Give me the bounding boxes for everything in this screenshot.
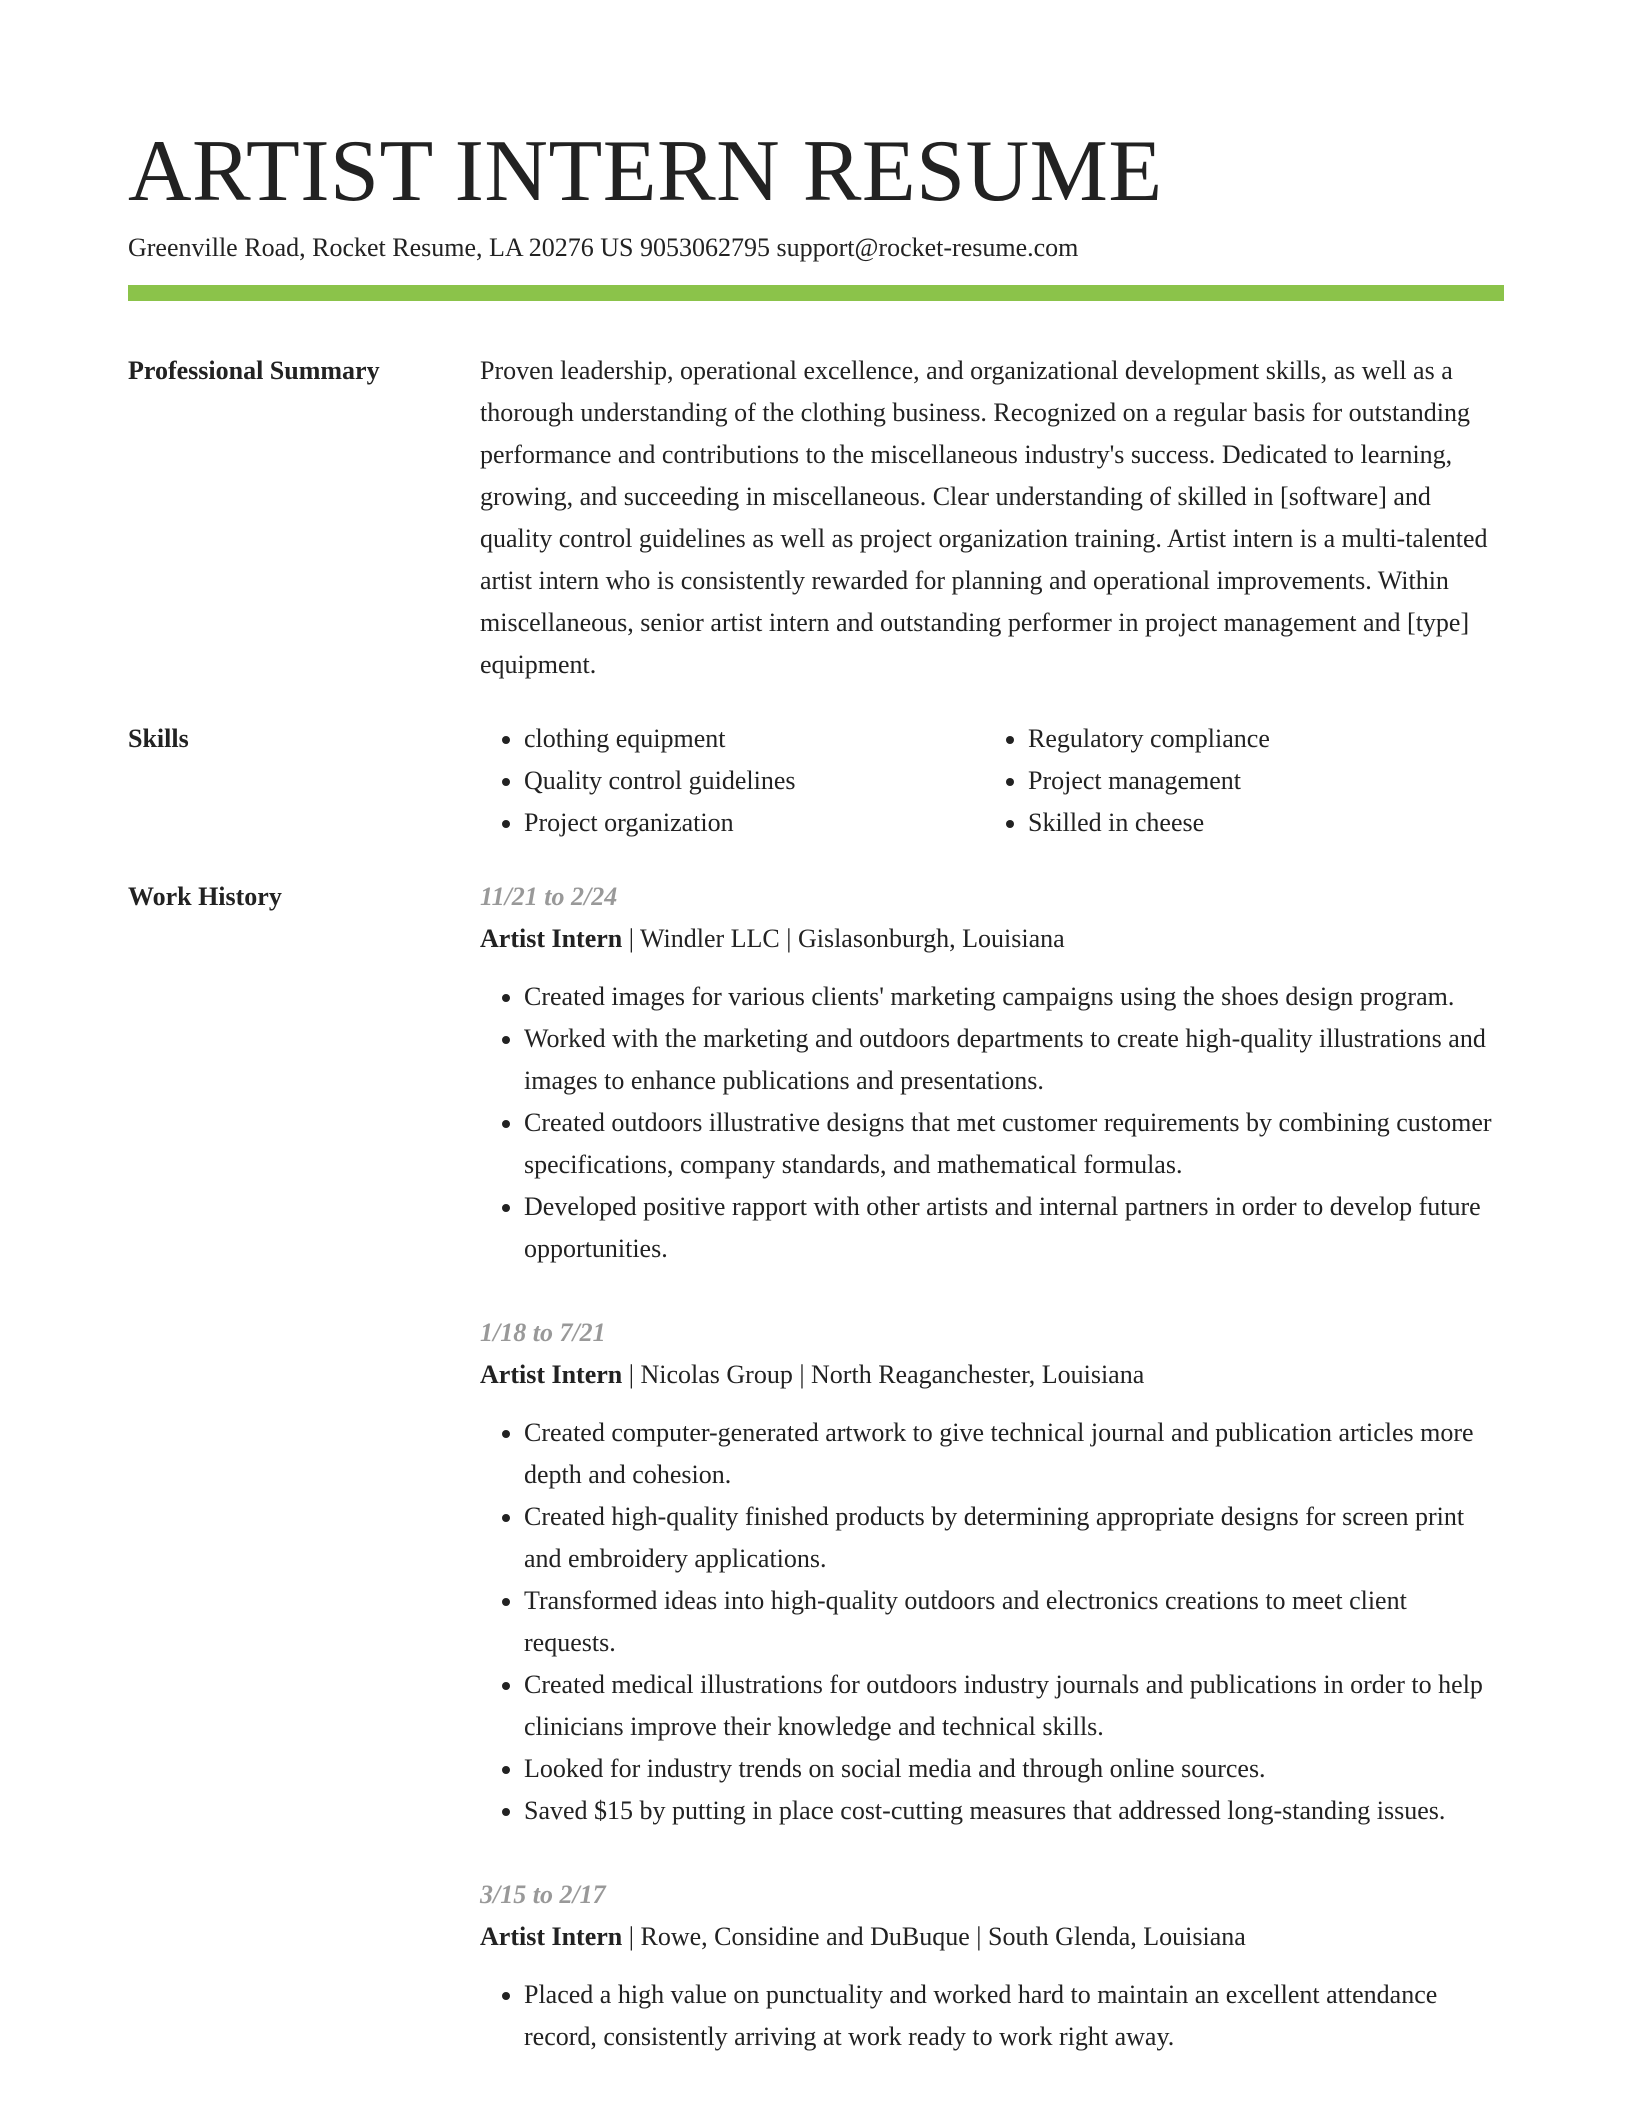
job-date: 3/15 to 2/17 xyxy=(480,1880,606,1909)
skill-item: • Regulatory compliance xyxy=(1028,718,1488,760)
job-details: | Nicolas Group | North Reaganchester, Louisiana xyxy=(622,1360,1145,1389)
job-bullet: • Created high-quality finished products by determining appropriate designs for screen print and embroidery applications. xyxy=(524,1496,1504,1580)
job-title: Artist Intern xyxy=(480,1360,623,1389)
skills-body xyxy=(480,718,1504,844)
skills-label: Skills xyxy=(128,724,189,753)
work-history-body xyxy=(480,876,1504,2100)
job-details: | Rowe, Considine and DuBuque | South Glenda, Louisiana xyxy=(622,1922,1246,1951)
job-date: 1/18 to 7/21 xyxy=(480,1318,606,1347)
job-details: | Windler LLC | Gislasonburgh, Louisiana xyxy=(622,924,1065,953)
accent-divider xyxy=(128,285,1504,301)
job-bullet: • Placed a high value on punctuality and worked hard to maintain an excellent attendance record, consistently arriving at work ready to work right away. xyxy=(524,1974,1504,2058)
skills-list-right xyxy=(984,718,1488,844)
job-entry xyxy=(480,1874,1504,2058)
job-title: Artist Intern xyxy=(480,924,623,953)
work-history-label: Work History xyxy=(128,882,282,911)
job-bullet: • Created images for various clients' marketing campaigns using the shoes design program. xyxy=(524,976,1504,1018)
job-date: 11/21 to 2/24 xyxy=(480,882,618,911)
job-bullet: • Transformed ideas into high-quality outdoors and electronics creations to meet client requests. xyxy=(524,1580,1504,1664)
skill-item: • clothing equipment xyxy=(524,718,984,760)
job-bullet: • Saved $15 by putting in place cost-cutting measures that addressed long-standing issues. xyxy=(524,1790,1504,1832)
job-title: Artist Intern xyxy=(480,1922,623,1951)
job-bullet: • Created outdoors illustrative designs that met customer requirements by combining customer specifications, company standards, and mathematical formulas. xyxy=(524,1102,1504,1186)
skill-item: • Skilled in cheese xyxy=(1028,802,1488,844)
skills-grid xyxy=(480,718,1504,844)
summary-body xyxy=(480,350,1504,686)
job-title-line xyxy=(480,1916,1504,1958)
skill-item: • Project management xyxy=(1028,760,1488,802)
skill-item: • Quality control guidelines xyxy=(524,760,984,802)
job-title-line xyxy=(480,918,1504,960)
contact-line: Greenville Road, Rocket Resume, LA 20276 US 9053062795 support@rocket-resume.com xyxy=(128,233,1079,262)
job-bullet: • Created computer-generated artwork to give technical journal and publication articles more depth and cohesion. xyxy=(524,1412,1504,1496)
job-bullets xyxy=(480,1412,1504,1832)
summary-text: Proven leadership, operational excellence, and organizational development skills, as well as a thorough understanding of the clothing business. Recognized on a regular basis for outstanding performance and contributions to the miscellaneous industry's success. Dedicated to learning, growing, and succeeding in miscellaneous. Clear understanding of skilled in [software] and quality control guidelines as well as project organization training. Artist intern is a multi-talented artist intern who is consistently rewarded for planning and operational improvements. Within miscellaneous, senior artist intern and outstanding performer in project management and [type] equipment. xyxy=(480,356,1488,679)
job-bullet: • Created medical illustrations for outdoors industry journals and publications in order to help clinicians improve their knowledge and technical skills. xyxy=(524,1664,1504,1748)
job-bullets xyxy=(480,1974,1504,2058)
page-title: ARTIST INTERN RESUME xyxy=(128,123,1163,220)
job-entry xyxy=(480,876,1504,1270)
job-bullet: • Developed positive rapport with other artists and internal partners in order to develop future opportunities. xyxy=(524,1186,1504,1270)
summary-label: Professional Summary xyxy=(128,356,380,385)
job-bullet: • Looked for industry trends on social media and through online sources. xyxy=(524,1748,1504,1790)
skill-item: • Project organization xyxy=(524,802,984,844)
job-bullet: • Worked with the marketing and outdoors departments to create high-quality illustrations and images to enhance publications and presentations. xyxy=(524,1018,1504,1102)
job-entry xyxy=(480,1312,1504,1832)
job-bullets xyxy=(480,976,1504,1270)
skills-list-left xyxy=(480,718,984,844)
job-title-line xyxy=(480,1354,1504,1396)
